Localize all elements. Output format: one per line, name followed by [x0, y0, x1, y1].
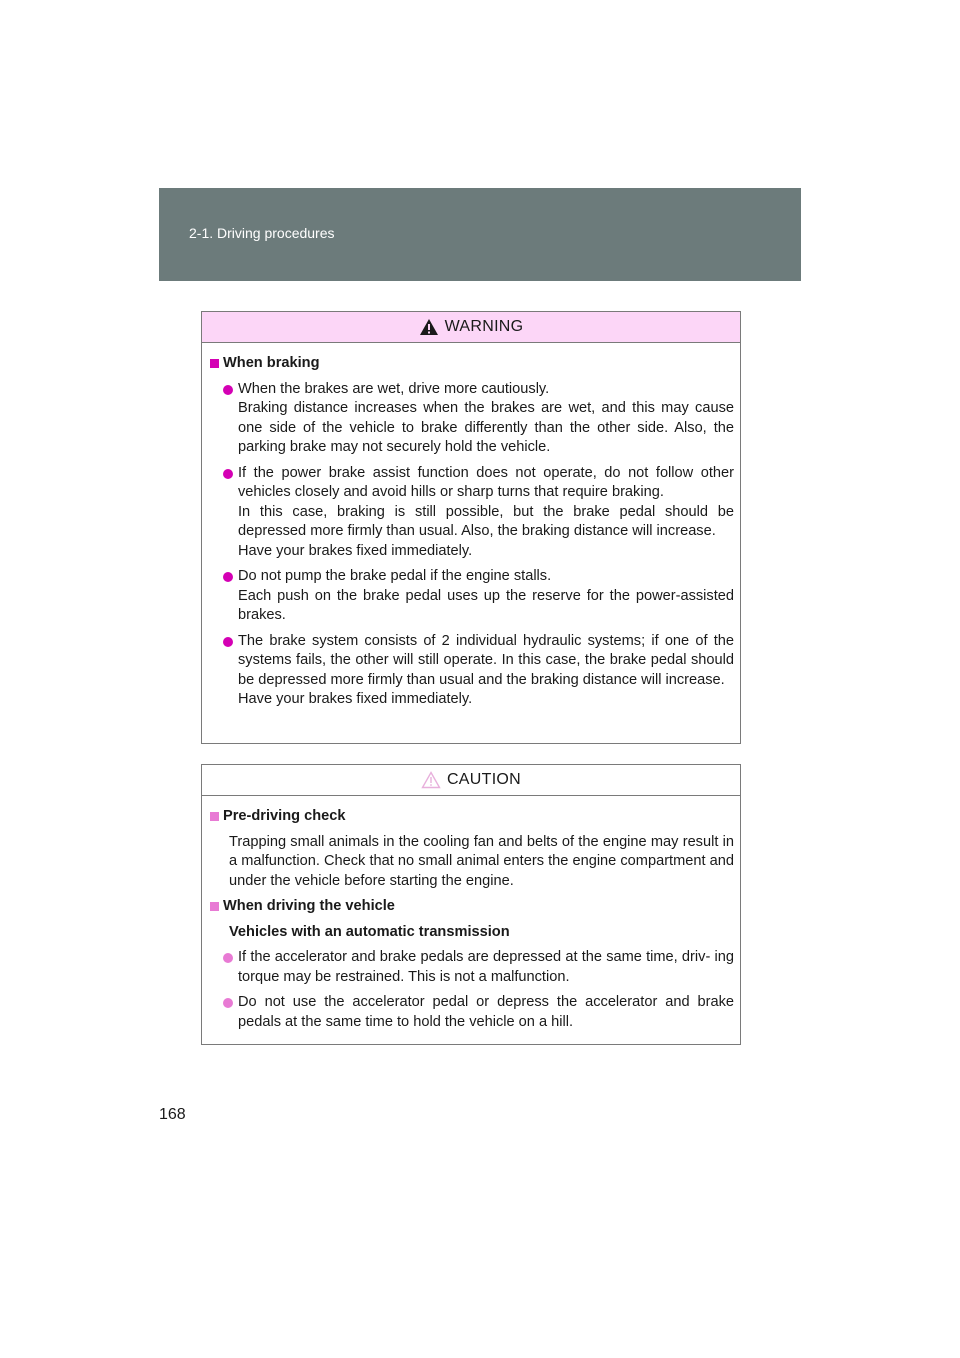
list-item: Do not use the accelerator pedal or depress the accelerator and brake pedals at the same time to hold the vehicle on a hill. — [223, 993, 734, 1032]
list-item: When the brakes are wet, drive more cautiously. Braking distance increases when the brakes are wet, and this may cause one side of the vehicle to brake differently than the other side. Also, the parking brake may not securely hold the vehicle. — [223, 380, 734, 458]
bullet-dot-icon — [223, 469, 233, 479]
driving-title: When driving the vehicle — [210, 897, 734, 917]
section-header — [159, 188, 801, 281]
warning-label: WARNING — [444, 318, 524, 335]
caution-icon — [421, 771, 441, 789]
square-bullet-icon — [210, 359, 219, 368]
warning-box — [201, 311, 741, 744]
square-bullet-icon — [210, 812, 219, 821]
bullet-dot-icon — [223, 998, 233, 1008]
bullet-dot-icon — [223, 572, 233, 582]
warning-section-title: When braking — [210, 354, 734, 374]
bullet-dot-icon — [223, 953, 233, 963]
list-item: Do not pump the brake pedal if the engine stalls. Each push on the brake pedal uses up the reserve for the power-assisted brakes. — [223, 567, 734, 626]
section-title: 2-1. Driving procedures — [189, 225, 335, 241]
square-bullet-icon — [210, 902, 219, 911]
list-item: The brake system consists of 2 individual hydraulic systems; if one of the systems fails, the other will still operate. In this case, the brake pedal should be depressed more firmly than usual and the braking distance will increase. Have your brakes fixed immediately. — [223, 632, 734, 710]
caution-header — [202, 765, 740, 796]
predriving-text: Trapping small animals in the cooling fan and belts of the engine may result in a malfunction. Check that no small animal enters the engine compartment and under the vehicle before starting the engine. — [229, 833, 734, 889]
warning-header — [202, 312, 740, 343]
bullet-dot-icon — [223, 637, 233, 647]
list-item: If the power brake assist function does not operate, do not follow other vehicles closely and avoid hills or sharp turns that require braking. In this case, braking is still possible, but the brake pedal should be depressed more firmly than usual. Also, the braking distance will increase. Have your brakes fixed immediately. — [223, 464, 734, 562]
bullet-dot-icon — [223, 385, 233, 395]
caution-label: CAUTION — [446, 771, 522, 788]
predriving-title: Pre-driving check — [210, 807, 734, 827]
driving-subhead: Vehicles with an automatic transmission — [229, 923, 510, 940]
page-number: 168 — [159, 1106, 186, 1123]
list-item: If the accelerator and brake pedals are depressed at the same time, driv- ing torque may be restrained. This is not a malfunction. — [223, 948, 734, 987]
caution-box — [201, 764, 741, 1045]
warning-icon — [419, 318, 439, 336]
